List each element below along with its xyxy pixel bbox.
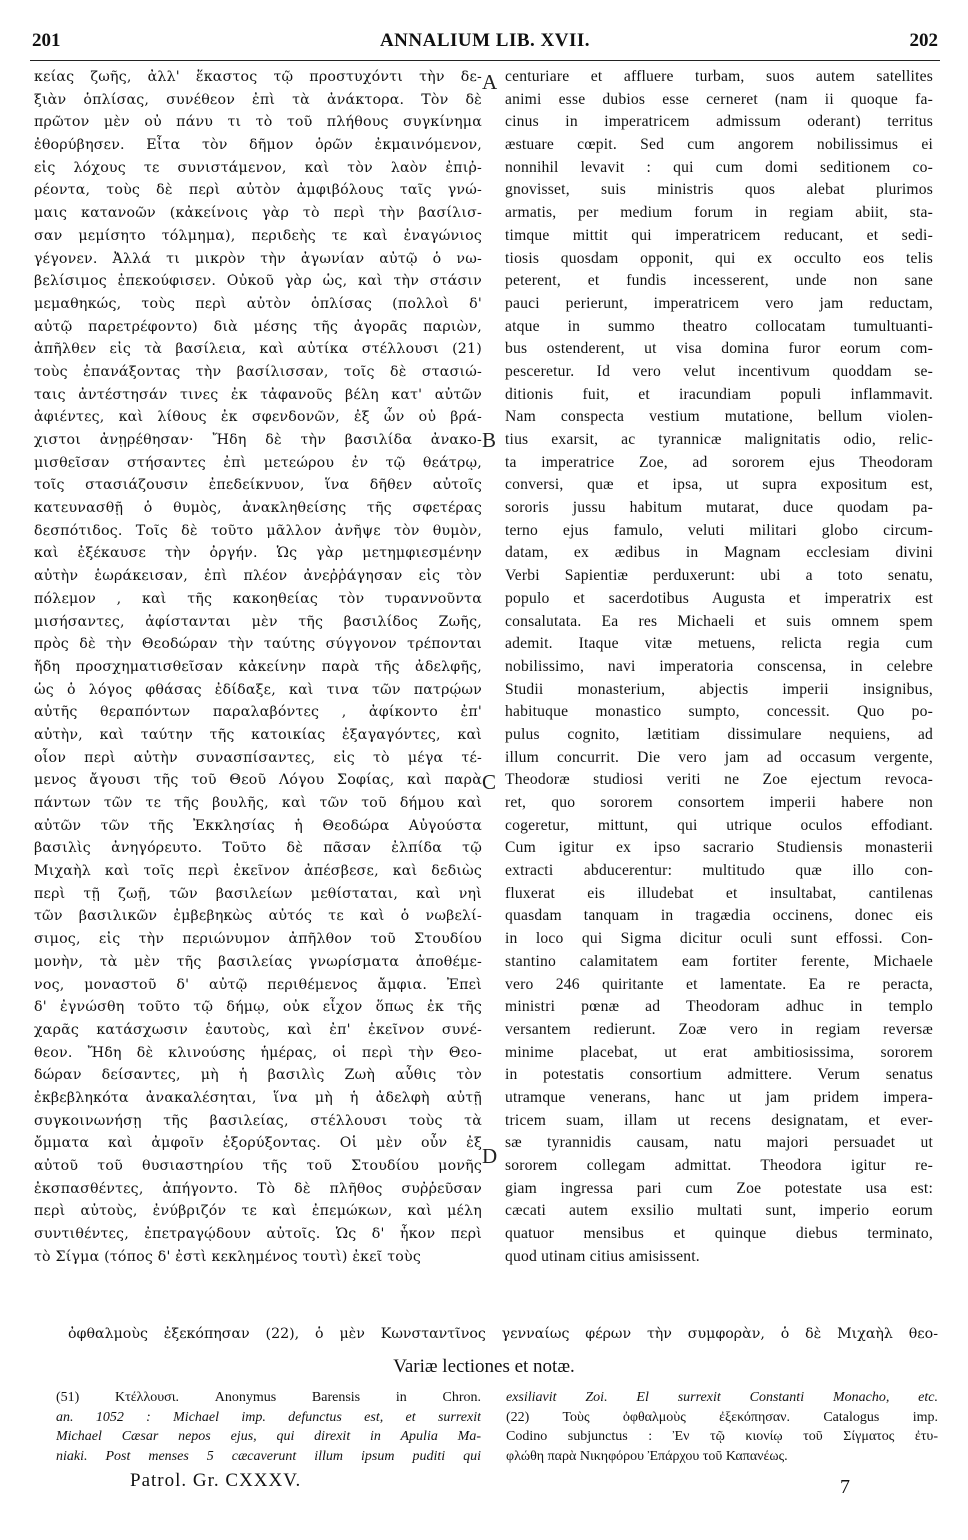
text-line: peterent, et fundis incesserent, unde non sane: [505, 272, 933, 290]
text-line: δ' ἐγνώσθη τοῦτο τῷ δήμῳ, οὐκ εἶχον ὅπως ἐκ τῆς: [34, 999, 482, 1016]
text-line: τὸ Σίγμα (τόπος δ' ἐστὶ κεκλημένος τουτὶ) ἐκεῖ τοὺς: [34, 1248, 422, 1265]
text-line: ξιὰν ὁπλίσας, συνέθεον ἐπὶ τὰ ἀνάκτορα. Τὸν δὲ: [34, 91, 482, 108]
page-number-right: 202: [909, 30, 938, 51]
text-line: Theodoræ studiosi veriti ne Zoe ejectum revoca-: [505, 771, 933, 789]
text-line: πρὸς δὲ τὴν Θεοδώραν τὴν ταύτης σύγγονον τρέπονται: [34, 636, 482, 653]
margin-letter-d: D: [482, 1144, 498, 1168]
text-line: sæ tyrannidis causam, natu majori persuadet ut: [505, 1134, 933, 1152]
note-line: an. 1052 : Michael imp. defunctus est, et surrexit: [56, 1409, 481, 1425]
text-line: μεμαθηκώς, τοὺς περὶ αὐτὸν ὁπλίσας (πολλοὶ δ': [34, 295, 482, 312]
text-line: pesceretur. Id vero velut incentivum quoddam se-: [505, 362, 933, 380]
text-line: animi esse dubios esse cerneret (nam ii quoque fa-: [505, 90, 933, 108]
text-line: sororem collegam admittat. Theodora igitur re-: [505, 1157, 933, 1174]
text-line: ἀφιέντες, καὶ λίθους ἐκ σφενδονῶν, ἐξ ὧν οὐ βρά-: [34, 409, 482, 426]
text-line: βασιλὶς ἀνηγόρευτο. Τοῦτο δὲ πᾶσαν ἐλπίδα τῷ: [34, 840, 482, 857]
text-line: Cum igitur ex ipso sacrario Studiensis monasterii: [505, 839, 933, 857]
text-line: nonnihil levavit : qui cum domi seditionem co-: [505, 158, 933, 176]
text-line: pulus cognito, lætitiam dissimulare nequiens, ad: [505, 725, 933, 743]
text-line: ὡς ὁ λόγος φθάσας ἐδίδαξε, καὶ τινα τῶν πατρῴων: [34, 681, 482, 698]
text-line: δεσπότιδος. Τοῖς δὲ τοῦτο μᾶλλον ἀνῆψε τὸν θυμὸν,: [34, 522, 482, 539]
text-line: τῶν βασιλικῶν ἐμβεβηκὼς αὐτός τε καὶ ὁ νωβελί-: [34, 908, 482, 925]
text-line: πόλεμον , καὶ τῆς κακοηθείας τὸν τυραννοῦντα: [34, 590, 482, 607]
text-line: καὶ ἐξέκαυσε τὴν ὀργήν. Ὡς γὰρ μετημφιεσμένην: [34, 545, 482, 562]
text-line: ὄμματα καὶ ἀμφοῖν ἐξορύξοντας. Οἱ μὲν οὖν ἐξ: [34, 1135, 482, 1152]
notes-title: Variæ lectiones et notæ.: [393, 1356, 575, 1377]
text-line: atque in summo theatro collocatam tumultuanti-: [505, 317, 933, 335]
text-line: fluxerat eis illudebat et insultabat, cantilenas: [505, 884, 933, 902]
text-line: cinus in imperatricem admissum oderant) territus: [505, 113, 933, 131]
text-line: κείας ζωῆς, ἀλλ' ἕκαστος τῷ προστυχόντι τὴν δε-: [34, 69, 482, 85]
text-line: giam ingressa pari cum Zoe potestate usa est:: [505, 1179, 933, 1197]
text-line: τοῖς στασιάζουσιν ἐπεδείκνυον, ἵνα δῆθεν αὐτοῖς: [34, 477, 482, 494]
text-line: terno ejus famulo, veluti militari globo circum-: [505, 521, 933, 539]
note-line: exsiliavit Zoi. El surrexit Constanti Monacho, etc.: [506, 1390, 938, 1405]
text-line: cæcati autem exsilio multati sunt, imperio eorum: [505, 1202, 933, 1220]
text-line: cogeretur, mittunt, qui utrique oculos effodiant.: [505, 816, 933, 834]
text-line: χαρᾶς κατάσχωσιν ἑαυτοὺς, καὶ ἐπ' ἐκεῖνον συνέ-: [34, 1021, 482, 1038]
text-line: Μιχαὴλ καὶ τοῖς περὶ ἐκεῖνον ἀπέσβεσε, καὶ δεδιὼς: [34, 863, 482, 880]
text-line: σαν μεμίσητο τόλμημα), περιδεὴς τε καὶ ἐναγώνιος: [34, 227, 482, 244]
text-line: ταις ἀντέστησάν τινες ἐκ τἀφανοῦς βέλη κατ' αὐτῶν: [34, 386, 482, 403]
text-line: ἐκβεβληκότα ἀνακαλέσηται, ἵνα μὴ ἡ ἀδελφὴ αὐτῇ: [34, 1089, 482, 1106]
note-line: (22) Τοὺς ὀφθαλμοὺς ἐξεκόπησαν. Catalogus imp.: [506, 1409, 938, 1425]
text-line: αὐτοῦ τοῦ θυσιαστηρίου τῆς τοῦ Στουδίου μονῆς: [34, 1158, 482, 1174]
text-line: αὐτῆς θεραπόντων παραλαβόντες , ἀφίκοντο ἐπ': [34, 704, 482, 721]
text-line: θεον. Ἤδη δὲ κλινούσης ἡμέρας, οἱ περὶ τὴν Θεο-: [34, 1044, 482, 1061]
text-line: ἤδη προσχηματισθεῖσαν κἀκείνην παρὰ τῆς ἀδελφῆς,: [34, 658, 482, 675]
signature-number: 7: [840, 1476, 850, 1498]
text-line: Studii monasterium, abjectis imperii insignibus,: [505, 680, 933, 698]
note-line: Michael Cæsar nepos ejus, qui direxit in Apulia Ma-: [56, 1429, 481, 1444]
volume-signature: Patrol. Gr. CXXXV.: [130, 1470, 302, 1491]
page-header: [32, 30, 938, 60]
text-line: stantino calamitatem eam fortiter ferente, Michaele: [505, 952, 933, 970]
text-line: ditionis fuit, et iracundiam populi inflammavit.: [505, 385, 933, 403]
text-line: populo et sacerdotibus Augusta et imperatrix est: [505, 589, 933, 607]
note-line: Codino subjunctus : Ἐν τῷ κιονίῳ τοῦ Σίγματος ἐτυ-: [506, 1429, 938, 1444]
text-line: πρῶτον μὲν οὐ πάνυ τι τὸ τοῦ πλήθους συγκίνημα: [34, 114, 482, 131]
text-line: pauci perierunt, imperatricem vero jam reductam,: [505, 294, 933, 312]
text-line: sororis jussu habitum mutarat, duce quodam pa-: [505, 499, 933, 517]
text-line: gnovisset, suis ministris quos alebat plurimos: [505, 181, 933, 199]
text-line: quasdam tanquam in tragædia occinens, donec eis: [505, 907, 933, 925]
text-line: αὐτὴν ἑωράκεισαν, ἐπὶ πλέον ἀνεῤῥάγησαν εἰς τὸν: [34, 568, 482, 585]
notes-left-column: [56, 1388, 481, 1466]
text-line: timque mittit qui imperatricem reducant, et sedi-: [505, 226, 933, 244]
text-line: μισήσαντες, ἀφίστανται μὲν τῆς βασιλίδος Ζωῆς,: [34, 613, 482, 630]
text-line: minime placebat, ut erat ambitiosissima, sororem: [505, 1043, 933, 1061]
text-line: μαις κατανοῶν (κἀκείνοις γὰρ τὸ περὶ τὴν βασίλισ-: [34, 205, 482, 222]
text-line: ρέοντα, τοὺς δὲ περὶ αὐτὸν ἀμφιβόλους ταῖς γνώ-: [34, 182, 482, 199]
text-line: σιμος, εἰς τὴν περιώνυμον ἀπῆλθον τοῦ Στουδίου: [34, 931, 482, 948]
note-line: niaki. Post menses 5 cæcaverunt illum ipsum puditi qui: [56, 1448, 481, 1464]
text-line: περὶ τῇ ζωῇ, τῶν βασιλείων μεθίσταται, καὶ νηὶ: [34, 885, 482, 902]
text-line: δώραν δείσαντες, μὴ ἡ βασιλὶς Ζωὴ αὖθις τὸν: [34, 1067, 482, 1084]
text-line: ademit. Itaque vitæ metuens, relicta regia cum: [505, 635, 933, 653]
text-line: utramque venerans, hanc ut jam pridem impera-: [505, 1088, 933, 1106]
text-line: γέγονεν. Ἀλλά τι μικρὸν τὴν ἀγωνίαν αὐτῷ ὁ νω-: [34, 250, 482, 267]
text-line: τοὺς ἐπανάξοντας τὴν βασίλισσαν, τοῖς δὲ στασιώ-: [34, 363, 482, 380]
text-line: περὶ αὐτοὺς, ἐνύβριζόν τε καὶ ἐπεμώκων, καὶ μέλη: [34, 1203, 482, 1220]
text-line: Nam conspecta vestium mutatione, bellum violen-: [505, 408, 933, 426]
text-line: μισθεῖσαν στήσαντες ἐπὶ μετεώρου ἐν τῷ θεάτρῳ,: [34, 454, 482, 471]
text-line: συντιθέντες, ἐπετραγῴδουν αὐτοῖς. Ὡς δ' ἧκον περὶ: [34, 1226, 482, 1243]
text-line: κατευνασθῇ ὁ θυμὸς, ἀνακληθείσης τῆς σφετέρας: [34, 500, 482, 517]
text-line: ta imperatrice Zoe, ad sororem ejus Theodoram: [505, 453, 933, 471]
text-line: ministri pœnæ ad Theodoram adhuc in templo: [505, 998, 933, 1016]
text-line: centuriare et affluere turbam, suos autem satellites: [505, 68, 933, 85]
text-line: μενος ἄγουσι τῆς τοῦ Θεοῦ Λόγου Σοφίας, καὶ παρὰ: [34, 772, 482, 789]
text-line: datam, ex ædibus in Magnam ecclesiam divini: [505, 544, 933, 562]
margin-letter-a: A: [482, 70, 498, 94]
note-line: (51) Κτέλλουσι. Anonymus Barensis in Chron.: [56, 1390, 481, 1405]
text-line: ret, quo sororem consortem imperii habere non: [505, 794, 933, 811]
text-line: in potestatis consortium admittere. Verum senatus: [505, 1066, 933, 1084]
text-line: ἀπῆλθεν εἰς τὰ βασίλεια, καὶ αὐτίκα στέλλουσι (21): [34, 341, 482, 358]
text-line: quod utinam citius amisissent.: [505, 1247, 700, 1265]
text-line: οἷον περὶ αὐτὴν συνασπίσαντες, εἰς τὸ μέγα τέ-: [34, 749, 482, 766]
text-line: habituque monastico sumpto, concessit. Quo po-: [505, 703, 933, 721]
page-number-left: 201: [32, 30, 61, 51]
text-line: æstuare cœpit. Sed cum angorem nobilissimus ei: [505, 136, 933, 154]
text-line: χιστοι ἀνῃρέθησαν· Ἤδη δὲ τὴν βασιλίδα ἀνακο-: [34, 432, 482, 448]
note-line: φλώθη παρὰ Νικηφόρου Ἐπάρχου τοῦ Καπανέως.: [506, 1448, 788, 1464]
text-line: vero 246 quiritante et lamentate. Ea re peracta,: [505, 975, 933, 993]
text-line: quatuor mensibus et quinque diebus terminato,: [505, 1225, 933, 1243]
text-line: Verbi Sapientiæ perduxerunt: ubi a toto senatu,: [505, 567, 933, 585]
running-title: ANNALIUM LIB. XVII.: [379, 30, 591, 51]
text-line: conversi, quæ et ipsa, ut supra expositum est,: [505, 476, 933, 494]
text-line: ἐκσπασθέντες, ἀπήγοντο. Τὸ δὲ πλῆθος συῤῥεῦσαν: [34, 1180, 482, 1197]
text-line: nobilissimo, navi imperatoria conscensa, in celebre: [505, 657, 933, 675]
text-line: in loco qui Sigma dicitur oculi sunt effossi. Con-: [505, 930, 933, 948]
text-line: βελίσιμος ἐπεκούφισεν. Οὐκοῦ γὰρ ὡς, καὶ τὴν στάσιν: [34, 273, 482, 290]
text-line: extracti abducerentur: multitudo quæ illo con-: [505, 862, 933, 880]
text-line: bus ostenderent, ut visa domina furor eorum com-: [505, 340, 933, 358]
text-line: αὐτῷ παρετρέφοντο) διὰ μέσης τῆς ἀγορᾶς παριὼν,: [34, 318, 482, 335]
text-line: illum concurrit. Die vero jam ad occasum vergente,: [505, 748, 933, 766]
text-line: consalutata. Ea res Michaeli et suis omnem spem: [505, 612, 933, 630]
text-line: αὐτὴν, καὶ ταύτην τῆς κατοικίας ἐξαγαγόντες, καὶ: [34, 726, 482, 743]
greek-text-column: [34, 66, 482, 1268]
text-line: tiosis quosdam opponit, qui ex occulto eos telis: [505, 249, 933, 267]
full-width-greek-line: ὀφθαλμοὺς ἐξεκόπησαν (22), ὁ μὲν Κωνσταντῖνος γενναίως φέρων τὴν συμφορὰν, ὁ δὲ Μιχαὴλ θεο-: [68, 1326, 938, 1342]
text-line: νος, μοναστοῦ δ' αὐτῷ περιθέμενος ἄμφια. Ἐπεὶ: [34, 976, 482, 993]
text-line: πάντων τῶν τε τῆς βουλῆς, καὶ τῶν τοῦ δήμου καὶ: [34, 795, 482, 811]
text-line: ἐθορύβησεν. Εἶτα τὸν δῆμον ὁρῶν ἐκμαινόμενον,: [34, 137, 482, 154]
header-rule: [30, 60, 940, 61]
text-line: μονὴν, τὰ μὲν τῆς βασιλείας γνωρίσματα ἀποθέμε-: [34, 953, 482, 970]
latin-text-column: [505, 66, 933, 1268]
notes-right-column: [506, 1388, 938, 1466]
text-line: versantem redierunt. Zoæ vero in regiam reversæ: [505, 1020, 933, 1038]
text-line: αὐτῶν τῶν τῆς Ἐκκλησίας ἡ Θεοδώρα Αὐγούστα: [34, 817, 482, 834]
text-line: tricem suam, illam ut recens designatam, et ever-: [505, 1111, 933, 1129]
margin-letter-c: C: [482, 770, 497, 794]
text-line: εἰς λόχους τε συνιστάμενον, καὶ τὸν λαὸν ἐπιῤ-: [34, 159, 482, 176]
text-line: armatis, per medium forum in regiam abiit, sta-: [505, 204, 933, 222]
margin-letter-b: B: [482, 428, 497, 452]
text-line: συγκοινωνήσῃ τῆς βασιλείας, στέλλουσι τοὺς τὰ: [34, 1112, 482, 1129]
text-line: tius exarsit, ac tyrannicæ malignitatis odio, relic-: [505, 431, 933, 448]
